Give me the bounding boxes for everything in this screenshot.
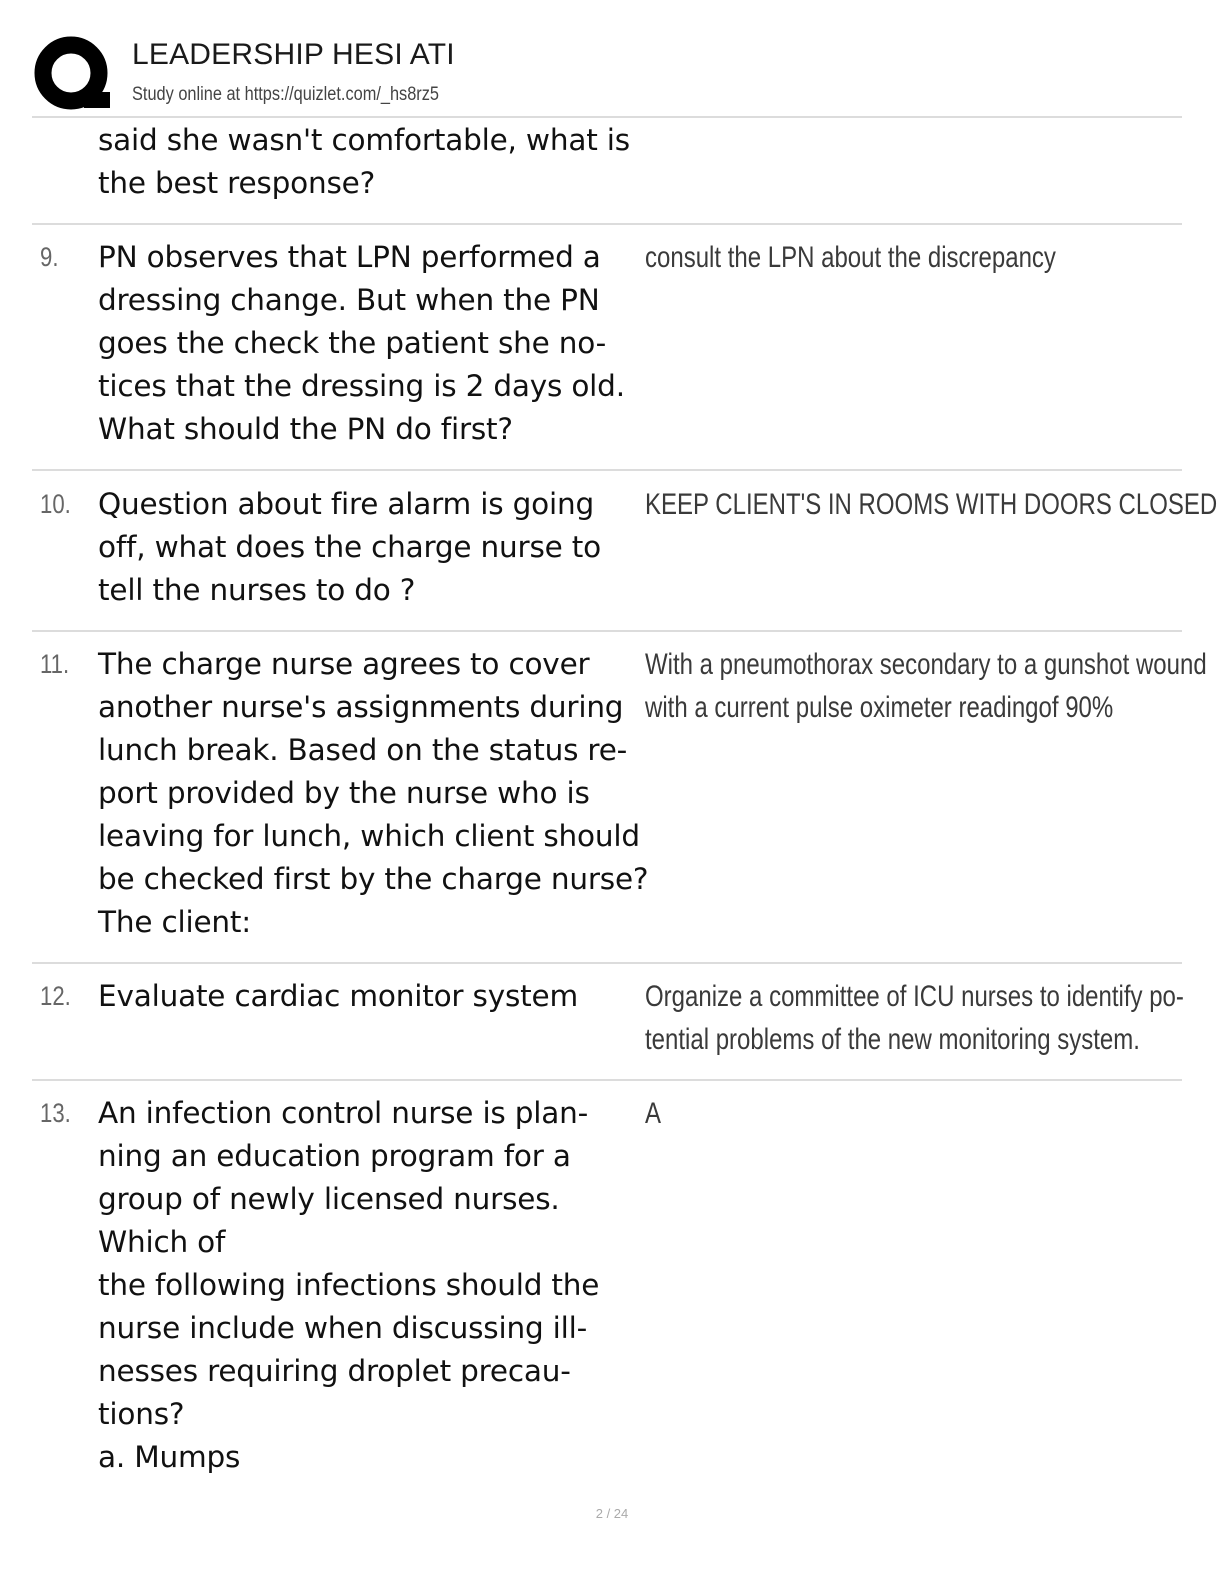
row-divider <box>32 962 1182 964</box>
row-divider <box>32 223 1182 225</box>
card-question: An infection control nurse is plan- ning an education program for a group of newly licensed nurses. Which of the following infections should the nurse include when discussing ill- nesses requiring droplet precau- tions? a. Mumps <box>98 1096 600 1474</box>
row-divider <box>32 630 1182 632</box>
card-question: said she wasn't comfortable, what is the best response? <box>98 123 630 200</box>
card-number: 10. <box>40 489 71 519</box>
row-divider <box>32 1079 1182 1081</box>
card-number: 11. <box>40 649 70 679</box>
card-answer: consult the LPN about the discrepancy <box>645 241 1056 274</box>
row-divider <box>32 469 1182 471</box>
card-number: 9. <box>40 242 59 272</box>
card-question: The charge nurse agrees to cover another nurse's assignments during lunch break. Based on the status re- port provided by the nurse who is leaving for lunch, which client should be checked first by the charge nurse? The client: <box>98 647 649 939</box>
quizlet-logo-icon <box>34 36 112 114</box>
card-answer: A <box>645 1097 662 1130</box>
card-answer: KEEP CLIENT'S IN ROOMS WITH DOORS CLOSED <box>645 488 1218 521</box>
card-answer: Organize a committee of ICU nurses to identify po- tential problems of the new monitoring system. <box>645 980 1184 1056</box>
card-number: 12. <box>40 981 71 1011</box>
page-header <box>32 30 1182 116</box>
card-question: PN observes that LPN performed a dressing change. But when the PN goes the check the patient she no- tices that the dressing is 2 days old. What should the PN do first? <box>98 240 625 446</box>
card-question: Evaluate cardiac monitor system <box>98 979 578 1013</box>
card-answer: With a pneumothorax secondary to a gunshot wound with a current pulse oximeter readingof 90% <box>645 648 1207 724</box>
card-question: Question about fire alarm is going off, what does the charge nurse to tell the nurses to do ? <box>98 487 601 607</box>
card-number: 13. <box>40 1098 71 1128</box>
page-number: 2 / 24 <box>595 1506 629 1521</box>
study-online-link[interactable]: Study online at https://quizlet.com/_hs8rz5 <box>132 84 440 105</box>
document-title: LEADERSHIP HESI ATI <box>132 38 455 71</box>
header-divider <box>32 116 1182 118</box>
